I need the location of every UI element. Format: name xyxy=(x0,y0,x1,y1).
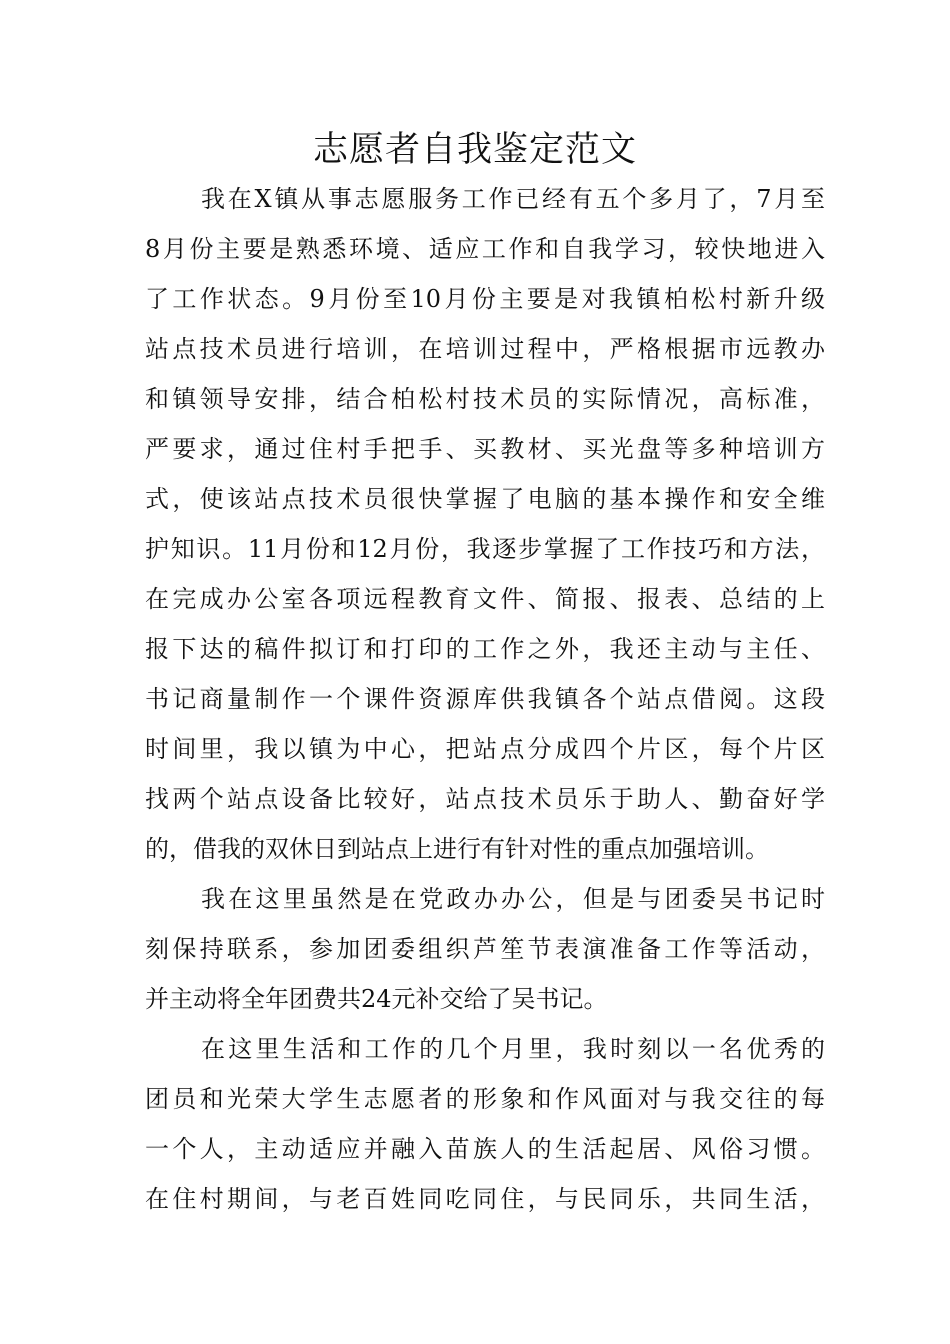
text-line: 在完成办公室各项远程教育文件、简报、报表、总结的上 xyxy=(145,585,825,613)
text-line: 了工作状态。9月份至10月份主要是对我镇柏松村新升级 xyxy=(145,285,825,313)
text-line: 报下达的稿件拟订和打印的工作之外，我还主动与主任、 xyxy=(145,635,825,663)
text-line: 8月份主要是熟悉环境、适应工作和自我学习，较快地进入 xyxy=(145,235,825,263)
text-line: 严要求，通过住村手把手、买教材、买光盘等多种培训方 xyxy=(145,435,825,463)
text-line: 找两个站点设备比较好，站点技术员乐于助人、勤奋好学 xyxy=(145,785,825,813)
text-line: 并主动将全年团费共24元补交给了吴书记。 xyxy=(145,985,608,1013)
text-line: 式，使该站点技术员很快掌握了电脑的基本操作和安全维 xyxy=(145,485,825,513)
text-line: 时间里，我以镇为中心，把站点分成四个片区，每个片区 xyxy=(145,735,825,763)
text-line: 一个人，主动适应并融入苗族人的生活起居、风俗习惯。 xyxy=(145,1135,825,1163)
paragraph-3 xyxy=(145,1024,825,1224)
text-line: 的，借我的双休日到站点上进行有针对性的重点加强培训。 xyxy=(145,835,769,863)
paragraph-1 xyxy=(145,174,825,874)
text-line: 在这里生活和工作的几个月里，我时刻以一名优秀的 xyxy=(201,1035,825,1063)
text-line: 刻保持联系，参加团委组织芦笙节表演准备工作等活动， xyxy=(145,935,825,963)
paragraph-2 xyxy=(145,874,825,1024)
text-line: 站点技术员进行培训，在培训过程中，严格根据市远教办 xyxy=(145,335,825,363)
text-line: 团员和光荣大学生志愿者的形象和作风面对与我交往的每 xyxy=(145,1085,825,1113)
text-line: 我在X镇从事志愿服务工作已经有五个多月了，7月至 xyxy=(201,185,825,213)
text-line: 我在这里虽然是在党政办办公，但是与团委吴书记时 xyxy=(201,885,825,913)
document-body xyxy=(145,174,825,1224)
text-line: 在住村期间，与老百姓同吃同住，与民同乐，共同生活， xyxy=(145,1185,825,1213)
text-line: 和镇领导安排，结合柏松村技术员的实际情况，高标准， xyxy=(145,385,825,413)
text-line: 护知识。11月份和12月份，我逐步掌握了工作技巧和方法， xyxy=(145,535,825,563)
document-title: 志愿者自我鉴定范文 xyxy=(312,130,637,170)
text-line: 书记商量制作一个课件资源库供我镇各个站点借阅。这段 xyxy=(145,685,825,713)
